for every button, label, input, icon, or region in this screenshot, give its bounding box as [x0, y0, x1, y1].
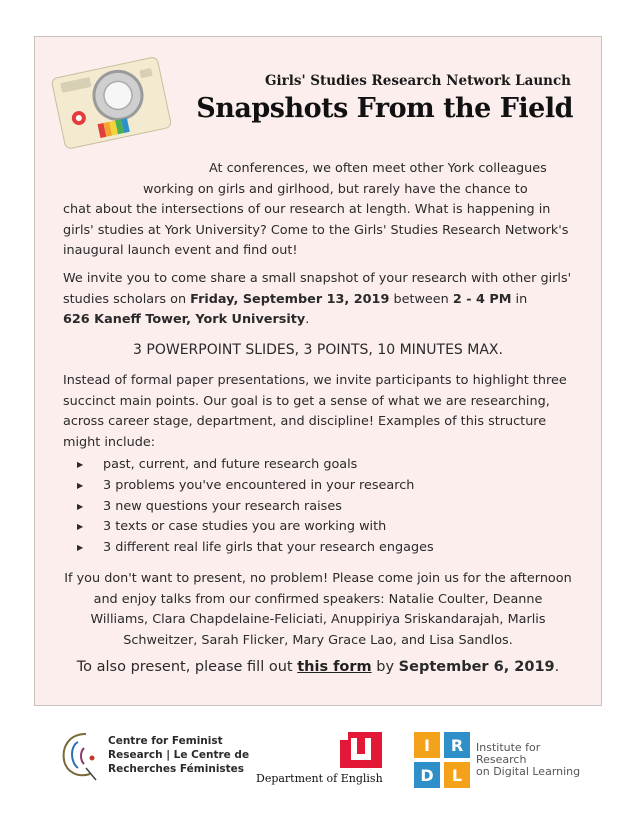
footer-logos	[0, 728, 638, 798]
event-subtitle: Girls' Studies Research Network Launch	[264, 73, 571, 89]
department-name: Department of English	[256, 772, 383, 785]
irdl-line-2: Research	[476, 753, 527, 766]
irdl-letter-d: D	[420, 766, 434, 785]
cfr-logo-icon	[56, 728, 106, 784]
irdl-logo-icon	[414, 732, 472, 788]
cfr-line-2: Research | Le Centre de	[108, 749, 250, 761]
list-item-text: 3 different real life girls that your research engages	[103, 540, 434, 556]
irdl-letter-r: R	[450, 736, 464, 755]
camera-illustration	[51, 51, 171, 151]
page-title: Snapshots From the Field	[196, 93, 573, 124]
format-line: 3 POWERPOINT SLIDES, 3 POINTS, 10 MINUTES MAX.	[133, 342, 503, 358]
invite-paragraph	[63, 269, 573, 331]
irdl-letter-i: I	[424, 736, 430, 755]
invite-in: in	[511, 291, 528, 307]
york-u-logo-icon	[340, 732, 382, 768]
intro-line-1: At conferences, we often meet other York colleagues	[209, 161, 547, 176]
list-item-text: 3 texts or case studies you are working with	[103, 519, 387, 535]
deadline-date: September 6, 2019	[398, 659, 555, 675]
examples-list	[75, 455, 434, 559]
event-location: 626 Kaneff Tower, York University	[63, 312, 306, 327]
bullet-arrow-icon: ▶	[77, 460, 84, 469]
form-link[interactable]: this form	[297, 659, 372, 675]
call-to-action	[63, 657, 573, 678]
instead-paragraph: Instead of formal paper presentations, we invite participants to highlight three succinct main points. Our goal is to get a sense of what we are researching, across career stage, department, and discipline! Examples of this structure might include:	[63, 373, 567, 450]
irdl-letter-l: L	[451, 766, 463, 785]
flyer-panel	[34, 36, 602, 706]
irdl-line-1: Institute for	[476, 741, 541, 754]
cfr-line-3: Recherches Féministes	[108, 763, 245, 775]
cta-end: .	[554, 659, 560, 675]
cta-middle: by	[371, 659, 399, 675]
list-item-text: 3 new questions your research raises	[103, 498, 342, 514]
list-item-text: past, current, and future research goals	[103, 457, 358, 472]
list-item-text: 3 problems you've encountered in your research	[103, 477, 415, 493]
bullet-arrow-icon: ▶	[77, 501, 84, 511]
cta-text: To also present, please fill out	[76, 659, 298, 675]
intro-paragraph	[63, 159, 573, 262]
invite-between: between	[389, 291, 453, 307]
list-item	[75, 476, 434, 497]
cfr-name	[108, 734, 249, 776]
list-item	[75, 517, 434, 538]
bullet-arrow-icon: ▶	[77, 480, 84, 490]
speakers-paragraph: If you don't want to present, no problem! Please come join us for the afternoon and enjoy talks from our confirmed speakers: Natalie Coulter, Deanne Williams, Clara Chapdelaine-Feliciati, Anuppiriya Sriskandarajah, Marlis Schweitzer, Sarah Flicker, Mary Grace Lao, and Lisa Sandlos.	[64, 571, 572, 648]
bullet-arrow-icon: ▶	[77, 543, 84, 553]
invite-text: We invite you to come share a small snapshot of your research with other girls' studies scholars on	[63, 271, 572, 307]
event-time: 2 - 4 PM	[452, 291, 512, 307]
list-item	[75, 497, 434, 518]
intro-rest: chat about the intersections of our research at length. What is happening in girls' studies at York University? Come to the Girls' Studies Research Network's inaugural launch event and find out!	[63, 202, 569, 258]
invite-end: .	[305, 312, 310, 327]
irdl-line-3: on Digital Learning	[476, 765, 581, 778]
bullet-arrow-icon: ▶	[77, 522, 84, 532]
list-item	[75, 455, 434, 476]
cfr-line-1: Centre for Feminist	[108, 735, 223, 747]
event-date: Friday, September 13, 2019	[190, 291, 390, 307]
intro-line-2: working on girls and girlhood, but rarely have the chance to	[143, 181, 528, 197]
irdl-name	[476, 742, 580, 778]
list-item	[75, 538, 434, 559]
